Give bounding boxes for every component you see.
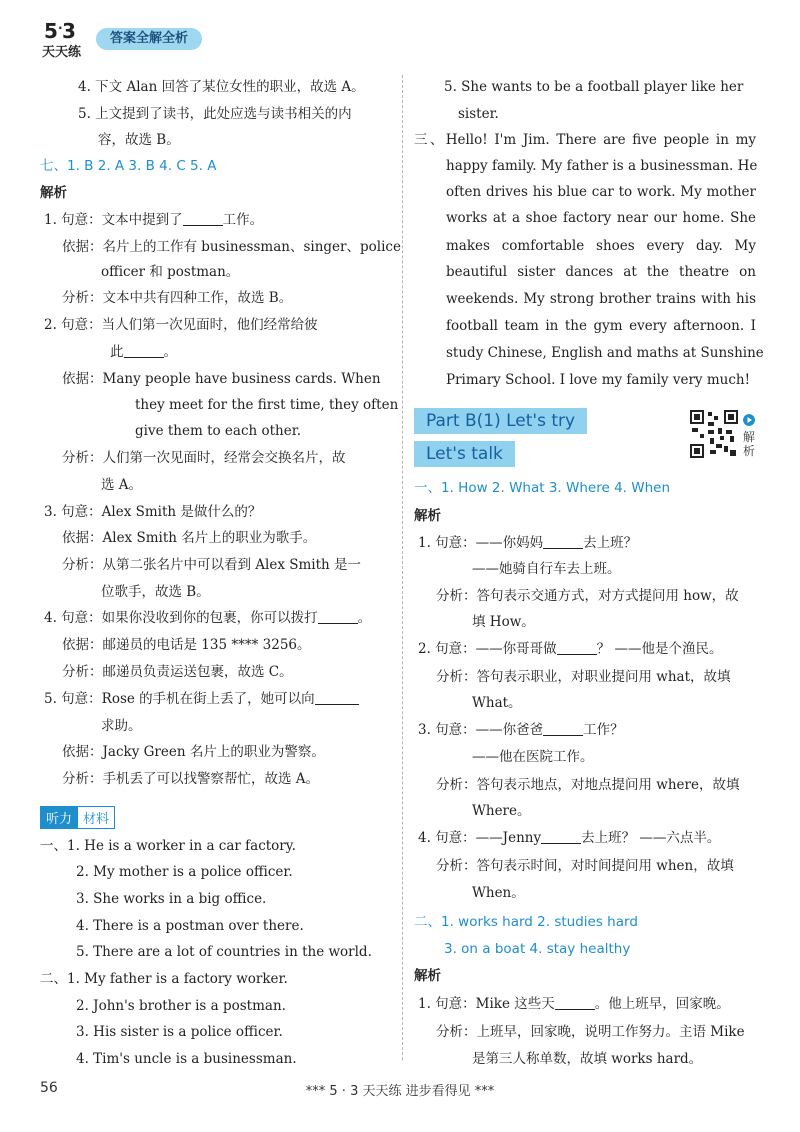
text-line: officer 和 postman。	[101, 264, 240, 280]
header-title: 答案全解全析	[96, 28, 202, 50]
text-line: 分析：答句表示交通方式，对方式提问用 how，故	[436, 588, 739, 604]
listening-material-tag	[40, 806, 115, 829]
passage-line: makes comfortable shoes every day. My	[446, 238, 756, 254]
text-line: 4. 下文 Alan 回答了某位女性的职业，故选 A。	[78, 79, 365, 95]
tag-listening: 听力	[40, 806, 78, 829]
analysis-heading: 解析	[40, 185, 67, 201]
question-4-meaning: 4. 句意：如果你没收到你的包裹，你可以拨打 。	[44, 610, 372, 626]
text-line: 依据：Many people have business cards. When	[62, 371, 381, 387]
text-line: 分析：答句表示职业，对职业提问用 what，故填	[436, 669, 731, 685]
question-1-meaning: 1. 句意：文本中提到了 工作。	[44, 212, 264, 228]
question-1-meaning: 1. 句意：——你妈妈 去上班？	[418, 535, 638, 551]
answer-blank	[543, 534, 583, 549]
question-2-meaning: 2. 句意：——你哥哥做 ？ ——他是个渔民。	[418, 641, 723, 657]
passage-line: football team in the gym every afternoon. I	[446, 318, 756, 334]
text-line: 2. 句意：当人们第一次见面时，他们经常给彼	[44, 317, 318, 333]
text-line: 依据：邮递员的电话是 135 **** 3256。	[62, 637, 311, 653]
passage-line: happy family. My father is a businessman. He	[446, 158, 758, 174]
tag-material: 材料	[78, 806, 115, 829]
passage-line: 三、Hello! I'm Jim. There are five people in my	[414, 132, 756, 148]
text-line: 分析：上班早，回家晚，说明工作努力。主语 Mike	[436, 1024, 745, 1040]
transcript-line: 4. There is a postman over there.	[76, 918, 304, 934]
question-2-blank-line: 此 。	[110, 344, 177, 360]
svg-text:天天练: 天天练	[42, 45, 82, 60]
section-banner-lets-talk: Let's talk	[414, 441, 515, 467]
transcript-line: 2. John's brother is a postman.	[76, 998, 286, 1014]
answer-key-2: 二、1. works hard 2. studies hard	[414, 914, 638, 930]
svg-text:·: ·	[58, 21, 63, 35]
answer-blank	[543, 721, 583, 736]
question-1-meaning: 1. 句意：Mike 这些天 。他上班早，回家晚。	[418, 996, 730, 1012]
section-banner-lets-try: Part B(1) Let's try	[414, 408, 587, 434]
analysis-heading: 解析	[414, 508, 441, 524]
text-line: they meet for the first time, they often	[135, 397, 399, 413]
passage-line: weekends. My strong brother trains with his	[446, 291, 756, 307]
brand-logo	[40, 16, 98, 60]
answer-blank	[124, 343, 164, 358]
answer-blank	[541, 829, 581, 844]
text-line: Where。	[472, 803, 531, 819]
qr-code-icon[interactable]	[690, 410, 738, 458]
play-icon	[743, 414, 755, 426]
analysis-heading: 解析	[414, 968, 441, 984]
text-line: give them to each other.	[135, 423, 301, 439]
answer-blank	[183, 211, 223, 226]
text-line: 填 How。	[472, 614, 535, 630]
text-line: 分析：答句表示时间，对时间提问用 when，故填	[436, 858, 734, 874]
transcript-line: 二、1. My father is a factory worker.	[40, 971, 288, 987]
column-divider	[402, 75, 403, 1060]
text-line: 依据：Jacky Green 名片上的职业为警察。	[62, 744, 325, 760]
question-3-meaning: 3. 句意：——你爸爸 工作？	[418, 722, 624, 738]
answer-key-2-cont: 3. on a boat 4. stay healthy	[444, 941, 631, 957]
passage-line: often drives his blue car to work. My mother	[446, 184, 756, 200]
text-line: 分析：邮递员负责运送包裹，故选 C。	[62, 664, 293, 680]
transcript-line: 4. Tim's uncle is a businessman.	[76, 1051, 297, 1067]
text-line: 分析：答句表示地点，对地点提问用 where，故填	[436, 777, 740, 793]
question-5-meaning: 5. 句意：Rose 的手机在街上丢了，她可以向	[44, 689, 359, 709]
text-line: What。	[472, 695, 522, 711]
answer-blank	[555, 995, 595, 1010]
text-line: 5. She wants to be a football player like her	[444, 79, 744, 95]
text-line: 依据：名片上的工作有 businessman、singer、police	[62, 239, 401, 255]
text-line: 是第三人称单数，故填 works hard。	[472, 1051, 703, 1067]
answer-blank	[557, 640, 597, 655]
svg-text:5: 5	[44, 19, 58, 43]
passage-line: works at a shoe factory near our home. She	[446, 210, 756, 226]
text-line: When。	[472, 885, 525, 901]
transcript-line: 3. She works in a big office.	[76, 891, 267, 907]
text-line: 求助。	[101, 718, 142, 734]
footer-slogan: *** 5 · 3 天天练 进步看得见 ***	[305, 1084, 495, 1099]
transcript-line: 一、1. He is a worker in a car factory.	[40, 838, 296, 854]
svg-text:3: 3	[62, 19, 76, 43]
text-line: ——他在医院工作。	[472, 749, 594, 765]
text-line: 3. 句意：Alex Smith 是做什么的？	[44, 504, 262, 520]
text-line: 位歌手，故选 B。	[101, 584, 210, 600]
answer-blank	[315, 690, 359, 705]
transcript-line: 5. There are a lot of countries in the world.	[76, 944, 372, 960]
text-line: 分析：人们第一次见面时，经常会交换名片，故	[62, 450, 346, 466]
transcript-line: 3. His sister is a police officer.	[76, 1024, 283, 1040]
text-line: 分析：从第二张名片中可以看到 Alex Smith 是一	[62, 557, 362, 573]
text-line: 选 A。	[101, 477, 143, 493]
text-line: 5. 上文提到了读书，此处应选与读书相关的内	[78, 106, 352, 122]
page-footer	[0, 1080, 800, 1100]
answer-key-1: 一、1. How 2. What 3. Where 4. When	[414, 480, 671, 496]
passage-line: beautiful sister dances at the theatre on	[446, 264, 756, 280]
text-line: 依据：Alex Smith 名片上的职业为歌手。	[62, 530, 317, 546]
text-line: ——她骑自行车去上班。	[472, 561, 621, 577]
question-4-meaning: 4. 句意：——Jenny 去上班？ ——六点半。	[418, 830, 721, 846]
passage-line: study Chinese, English and maths at Sunshine	[446, 345, 764, 361]
transcript-line: 2. My mother is a police officer.	[76, 864, 293, 880]
text-line: sister.	[458, 106, 499, 122]
text-line: 分析：文本中共有四种工作，故选 B。	[62, 290, 293, 306]
answer-blank	[318, 609, 358, 624]
text-line: 分析：手机丢了可以找警察帮忙，故选 A。	[62, 771, 320, 787]
answer-key-7: 七、1. B 2. A 3. B 4. C 5. A	[40, 158, 217, 174]
text-line: 容，故选 B。	[98, 132, 180, 148]
passage-line: Primary School. I love my family very much!	[446, 372, 750, 388]
page-number: 56	[40, 1080, 58, 1096]
qr-label: 解析	[743, 430, 756, 458]
